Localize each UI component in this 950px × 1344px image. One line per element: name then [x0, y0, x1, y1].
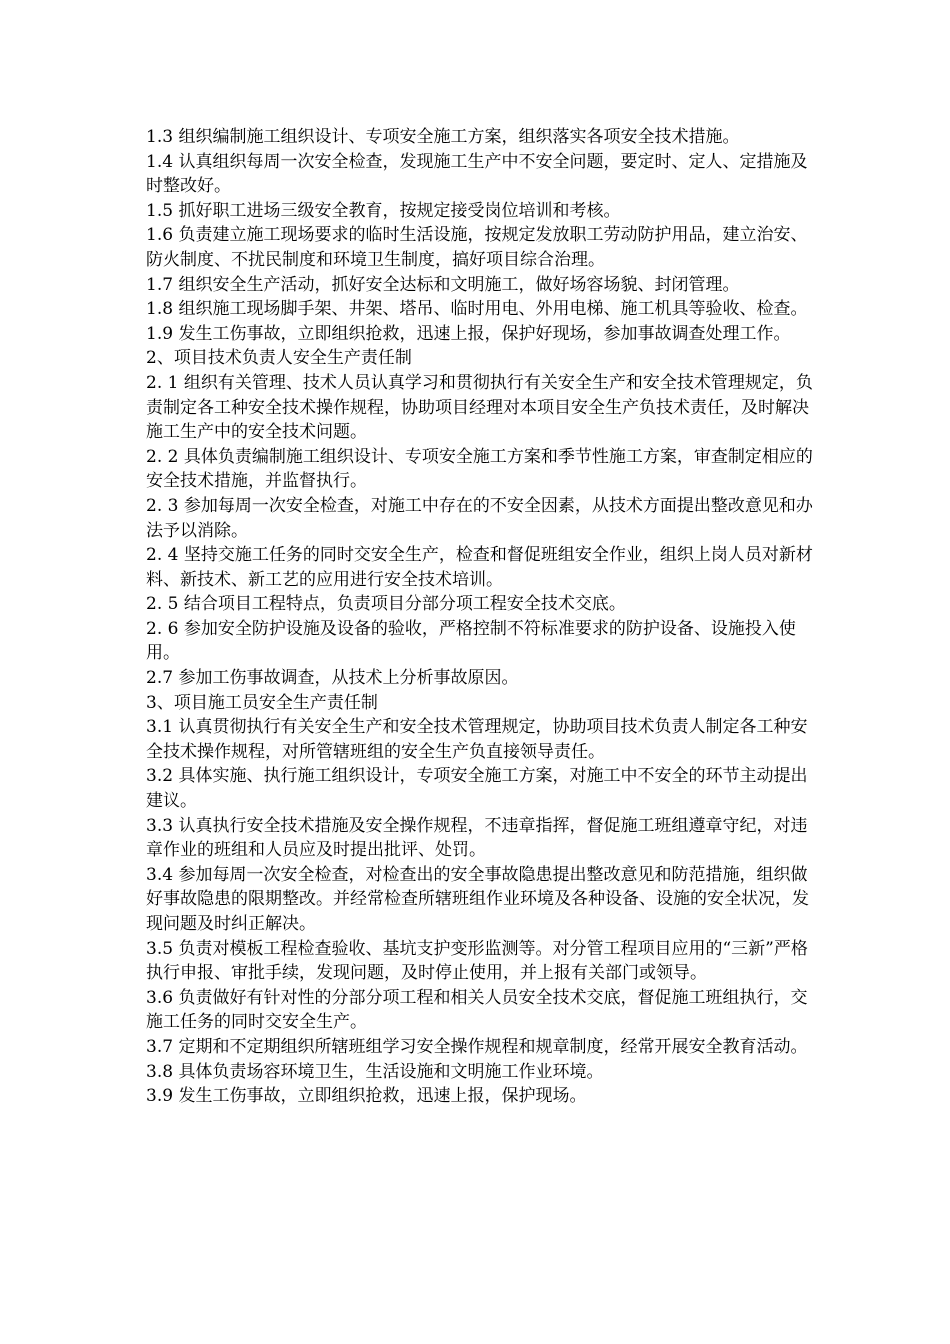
paragraph-3-7: 3.7 定期和不定期组织所辖班组学习安全操作规程和规章制度，经常开展安全教育活动。 [146, 1036, 808, 1057]
paragraph-1-5: 1.5 抓好职工进场三级安全教育，按规定接受岗位培训和考核。 [146, 200, 621, 221]
paragraph-3-4: 3.4 参加每周一次安全检查，对检查出的安全事故隐患提出整改意见和防范措施，组织做好事故隐患的限期整改。并经常检查所辖班组作业环境及各种设备、设施的安全状况，发现问题及时纠正解决。 [146, 864, 809, 934]
paragraph-3-6: 3.6 负责做好有针对性的分部分项工程和相关人员安全技术交底，督促施工班组执行，交施工任务的同时交安全生产。 [146, 987, 808, 1033]
paragraph-2-5: 2. 5 结合项目工程特点，负责项目分部分项工程安全技术交底。 [146, 594, 626, 615]
paragraph-2-2: 2. 2 具体负责编制施工组织设计、专项安全施工方案和季节性施工方案，审查制定相应的安全技术措施，并监督执行。 [146, 446, 813, 492]
paragraph-2-7: 2.7 参加工伤事故调查，从技术上分析事故原因。 [146, 668, 519, 689]
section-heading-2: 2、项目技术负责人安全生产责任制 [146, 348, 412, 369]
paragraph-2-6: 2. 6 参加安全防护设施及设备的验收，严格控制不符标准要求的防护设备、设施投入使用。 [146, 618, 796, 664]
paragraph-1-7: 1.7 组织安全生产活动，抓好安全达标和文明施工，做好场容场貌、封闭管理。 [146, 274, 740, 295]
paragraph-3-8: 3.8 具体负责场容环境卫生，生活设施和文明施工作业环境。 [146, 1061, 604, 1082]
paragraph-3-1: 3.1 认真贯彻执行有关安全生产和安全技术管理规定，协助项目技术负责人制定各工种安全技术操作规程，对所管辖班组的安全生产负直接领导责任。 [146, 717, 808, 762]
document-body [146, 125, 821, 1109]
paragraph-3-3: 3.3 认真执行安全技术措施及安全操作规程，不违章指挥，督促施工班组遵章守纪，对违章作业的班组和人员应及时提出批评、处罚。 [146, 815, 808, 861]
paragraph-2-3: 2. 3 参加每周一次安全检查，对施工中存在的不安全因素，从技术方面提出整改意见和办法予以消除。 [146, 495, 813, 541]
paragraph-3-5: 3.5 负责对模板工程检查验收、基坑支护变形监测等。对分管工程项目应用的“三新”严格执行申报、审批手续，发现问题，及时停止使用，并上报有关部门或领导。 [146, 938, 808, 984]
paragraph-1-8: 1.8 组织施工现场脚手架、井架、塔吊、临时用电、外用电梯、施工机具等验收、检查。 [146, 299, 808, 320]
paragraph-3-9: 3.9 发生工伤事故，立即组织抢救，迅速上报，保护现场。 [146, 1086, 587, 1107]
paragraph-1-4: 1.4 认真组织每周一次安全检查，发现施工生产中不安全问题，要定时、定人、定措施及时整改好。 [146, 151, 808, 197]
paragraph-3-2: 3.2 具体实施、执行施工组织设计，专项安全施工方案，对施工中不安全的环节主动提出建议。 [146, 766, 808, 812]
paragraph-2-1: 2. 1 组织有关管理、技术人员认真学习和贯彻执行有关安全生产和安全技术管理规定，负责制定各工种安全技术操作规程，协助项目经理对本项目安全生产负技术责任，及时解决施工生产中的安全技术问题。 [146, 372, 813, 443]
paragraph-1-3: 1.3 组织编制施工组织设计、专项安全施工方案，组织落实各项安全技术措施。 [146, 127, 740, 147]
paragraph-2-4: 2. 4 坚持交施工任务的同时交安全生产，检查和督促班组安全作业，组织上岗人员对新材料、新技术、新工艺的应用进行安全技术培训。 [146, 545, 813, 590]
paragraph-1-6: 1.6 负责建立施工现场要求的临时生活设施，按规定发放职工劳动防护用品，建立治安、防火制度、不扰民制度和环境卫生制度，搞好项目综合治理。 [146, 225, 808, 270]
section-heading-3: 3、项目施工员安全生产责任制 [146, 692, 378, 713]
paragraph-1-9: 1.9 发生工伤事故，立即组织抢救，迅速上报，保护好现场，参加事故调查处理工作。 [146, 323, 791, 344]
